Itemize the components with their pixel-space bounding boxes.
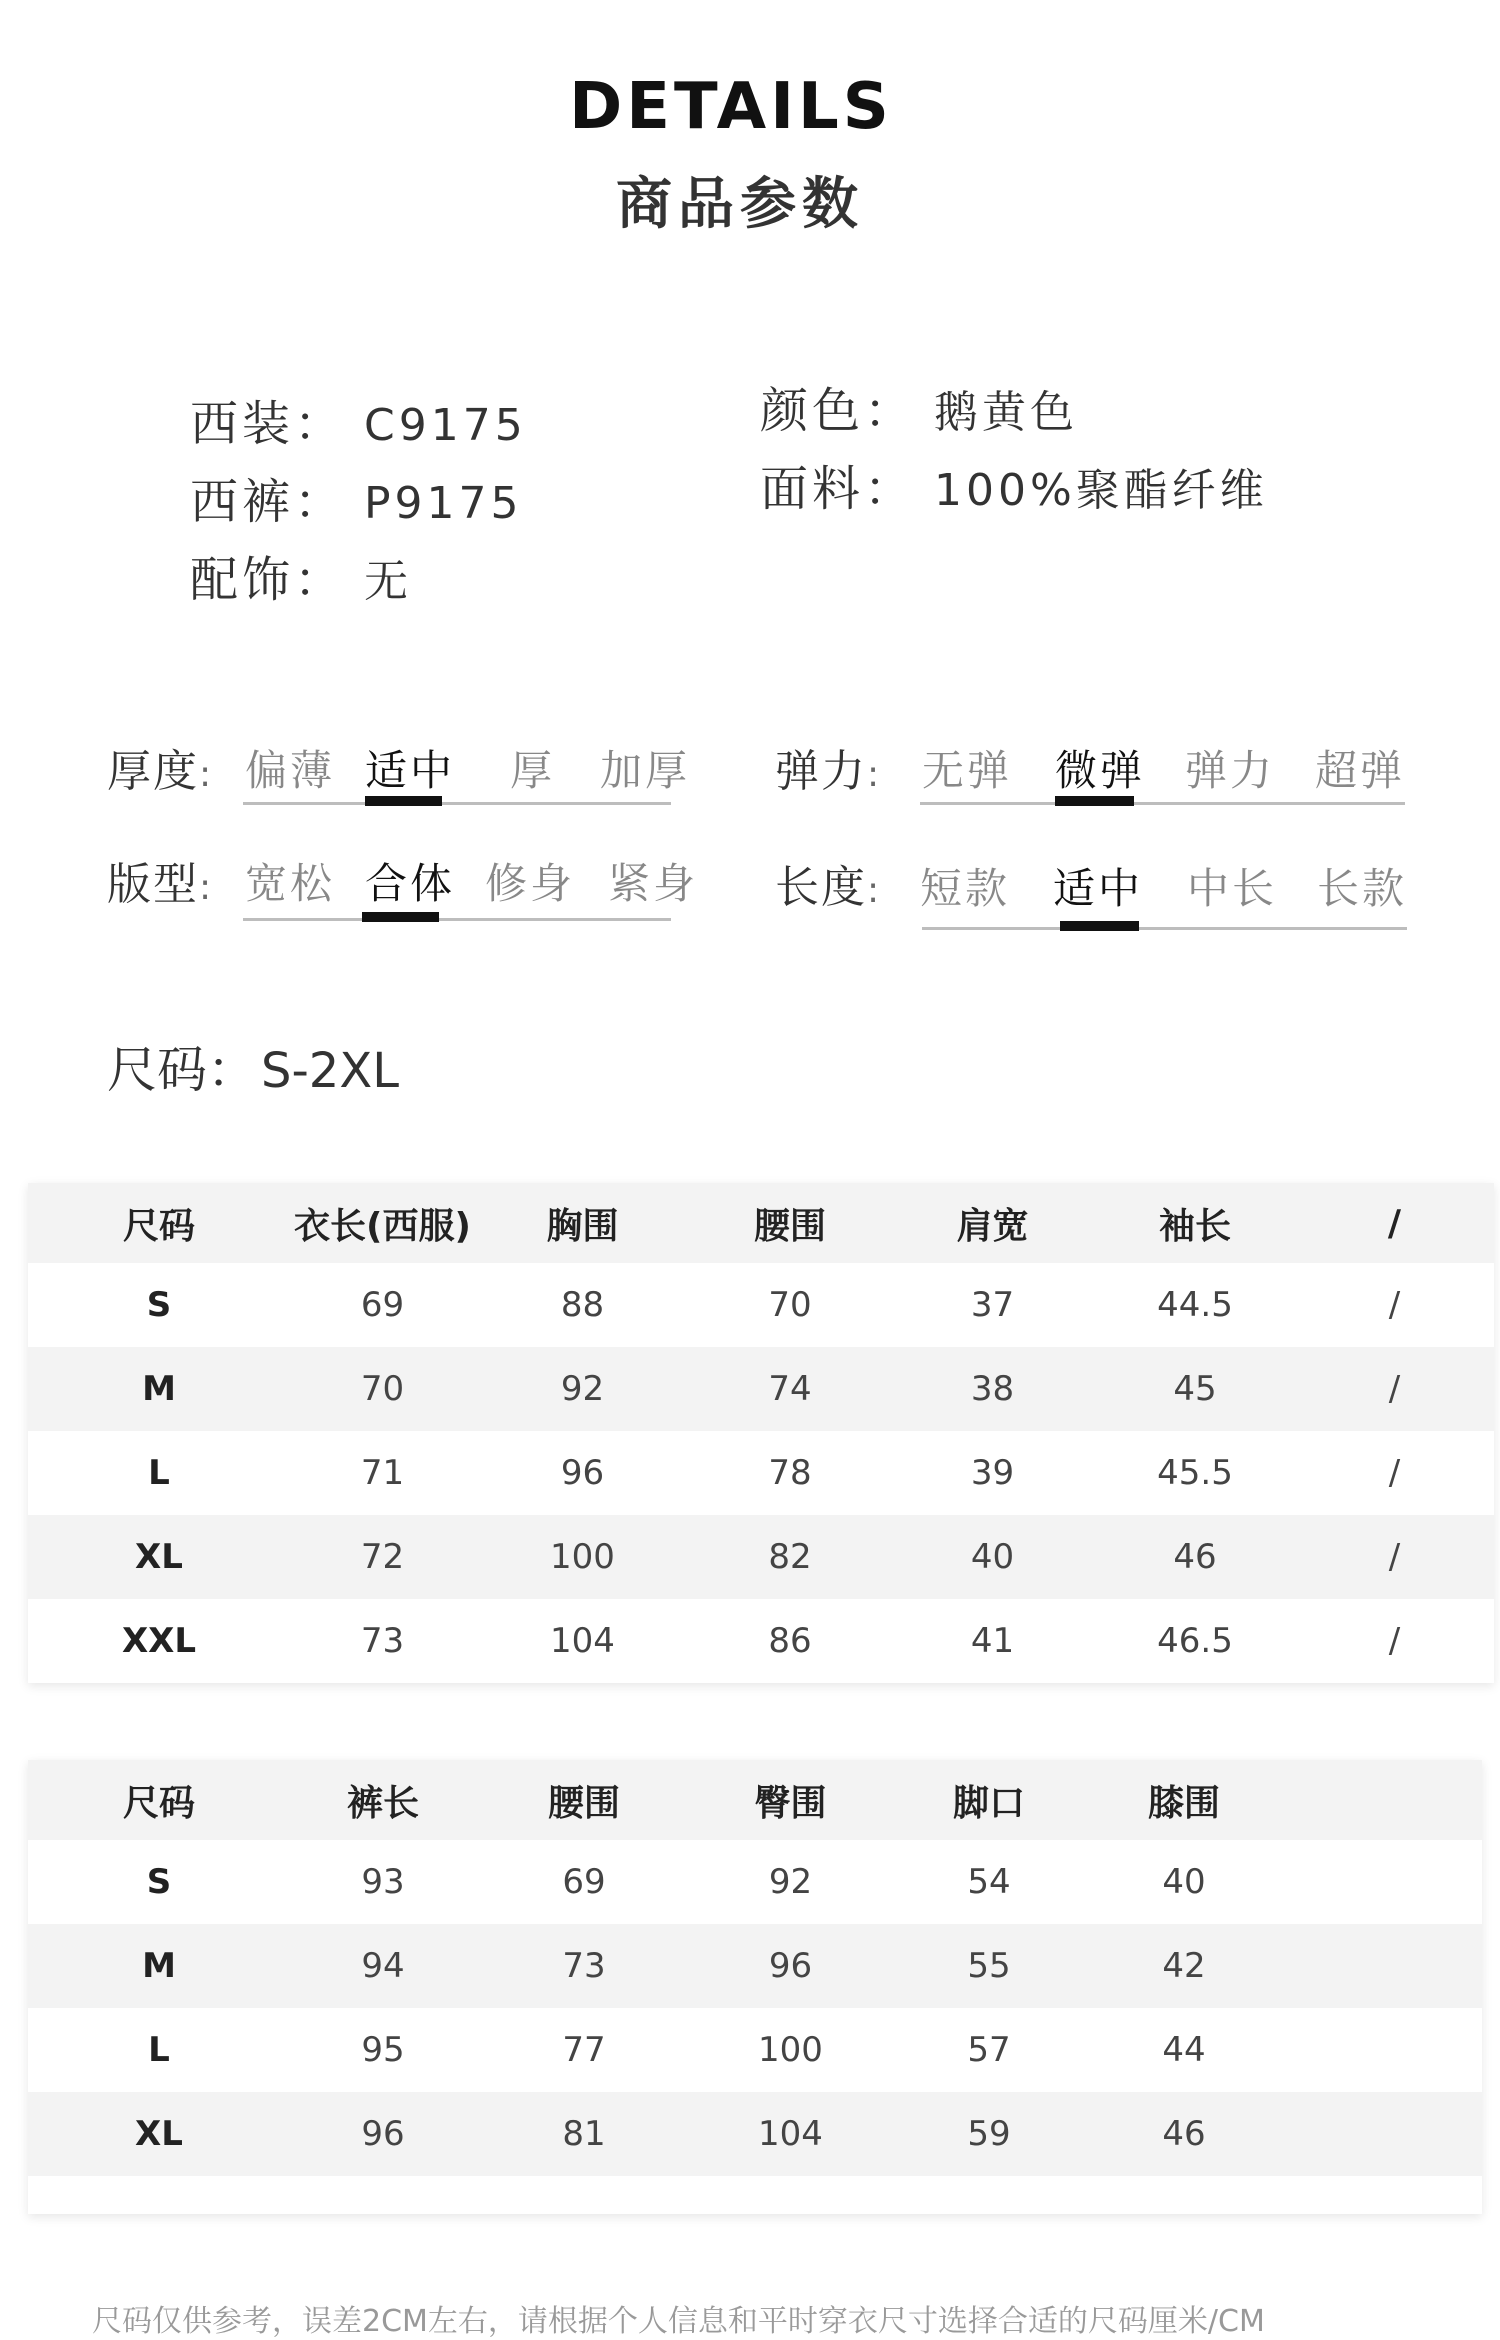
fit-option: 宽松 (245, 859, 336, 908)
table-cell: 74 (690, 1347, 890, 1431)
table-cell: / (1388, 1453, 1401, 1493)
size-footnote: 尺码仅供参考，误差2CM左右，请根据个人信息和平时穿衣尺寸选择合适的尺码厘米/CM (92, 2304, 1265, 2339)
table-cell: 59 (889, 2092, 1089, 2176)
table-cell: 57 (967, 2030, 1011, 2070)
attr-colon: : (199, 754, 214, 795)
attr-thickness-label (107, 735, 213, 799)
table-cell: XL (28, 1515, 290, 1599)
table-cell: 69 (562, 1862, 606, 1902)
table-cell: 88 (560, 1285, 605, 1325)
fit-option-selected: 合体 (365, 859, 456, 908)
spec-fabric (760, 450, 1268, 519)
table-cell: 96 (692, 1924, 889, 2008)
elasticity-option: 无弹 (922, 746, 1013, 795)
table-cell: 96 (290, 2092, 476, 2176)
spec-trousers (190, 463, 523, 532)
length-option-selected: 适中 (1053, 864, 1144, 913)
column-header: 尺码 (28, 1183, 290, 1263)
fit-scale-track (243, 918, 671, 921)
column-header: 肩宽 (890, 1183, 1095, 1263)
table-cell: 41 (970, 1621, 1015, 1661)
table-cell: 70 (768, 1285, 812, 1325)
attr-label-text: 厚度 (107, 746, 199, 797)
table-cell (1279, 2092, 1482, 2176)
table-cell: 77 (562, 2030, 606, 2070)
table-row (28, 1924, 1482, 2008)
table-row (28, 1515, 1494, 1599)
spec-value: 100%聚酯纤维 (934, 465, 1268, 516)
table-cell: 100 (758, 2030, 823, 2070)
pants-size-table (28, 1760, 1482, 2214)
table-cell: 82 (690, 1515, 890, 1599)
table-cell: 92 (475, 1347, 690, 1431)
column-header: 腰围 (690, 1183, 890, 1263)
thickness-selected-marker (365, 796, 442, 806)
table-row (28, 1840, 1482, 1924)
column-header: 胸围 (475, 1183, 690, 1263)
table-row (28, 1263, 1494, 1347)
table-cell: 92 (768, 1862, 813, 1902)
attr-label-text: 弹力 (775, 746, 867, 797)
attr-length-label (775, 851, 881, 915)
table-row (28, 2092, 1482, 2176)
spec-value: 鹅黄色 (934, 387, 1079, 438)
spec-value: C9175 (364, 400, 527, 451)
table-cell: S (146, 1862, 172, 1902)
spec-key: 配饰： (190, 552, 347, 608)
length-option: 中长 (1187, 864, 1278, 913)
table-cell: / (1388, 1285, 1401, 1325)
spec-key: 颜色： (760, 383, 917, 439)
length-scale-track (922, 927, 1407, 930)
attr-colon: : (867, 870, 882, 911)
table-cell: 45.5 (1157, 1453, 1233, 1493)
column-header: 臀围 (692, 1760, 889, 1840)
table-cell: 70 (290, 1347, 475, 1431)
table-cell: 54 (967, 1862, 1011, 1902)
spec-accessory (190, 541, 412, 610)
table-cell: 73 (476, 1924, 692, 2008)
length-selected-marker (1060, 921, 1139, 931)
table-cell: 95 (361, 2030, 405, 2070)
column-header (1279, 1760, 1482, 1840)
title-en: DETAILS (569, 70, 893, 144)
table-cell (1279, 2008, 1482, 2092)
spec-color (760, 372, 1078, 441)
table-cell: 37 (970, 1285, 1015, 1325)
spec-key: 西装： (190, 396, 347, 452)
table-cell: / (1388, 1621, 1401, 1661)
jacket-size-table (28, 1183, 1494, 1683)
table-cell: L (148, 2030, 170, 2070)
thickness-option: 偏薄 (245, 746, 336, 795)
attr-label-text: 版型 (107, 859, 199, 910)
spec-suit (190, 385, 527, 454)
length-option: 短款 (920, 864, 1011, 913)
table-cell: L (148, 1453, 170, 1493)
attr-fit-label (107, 848, 213, 912)
table-cell: 55 (889, 1924, 1089, 2008)
column-header: 膝围 (1089, 1760, 1279, 1840)
table-cell: 44 (1162, 2030, 1206, 2070)
table-cell (1279, 1924, 1482, 2008)
elasticity-option: 弹力 (1185, 746, 1276, 795)
table-cell: 38 (890, 1347, 1095, 1431)
table-cell: 40 (1162, 1862, 1206, 1902)
table-spacer-cell (28, 2176, 1482, 2214)
column-header: 尺码 (28, 1760, 290, 1840)
table-row (28, 1599, 1494, 1683)
attr-colon: : (867, 754, 882, 795)
elasticity-selected-marker (1055, 796, 1134, 806)
attr-label-text: 长度 (775, 862, 867, 913)
table-cell: 73 (360, 1621, 405, 1661)
table-cell: 69 (360, 1285, 405, 1325)
size-range-value: S-2XL (261, 1043, 399, 1099)
table-cell: M (28, 1924, 290, 2008)
thickness-option-selected: 适中 (365, 746, 456, 795)
column-header: 裤长 (290, 1760, 476, 1840)
thickness-option: 加厚 (600, 746, 691, 795)
fit-option: 紧身 (608, 859, 699, 908)
spec-key: 面料： (760, 461, 917, 517)
elasticity-option: 超弹 (1315, 746, 1406, 795)
table-cell: 78 (768, 1453, 812, 1493)
fit-option: 修身 (485, 859, 576, 908)
table-cell: 104 (692, 2092, 889, 2176)
column-header: 袖长 (1095, 1183, 1295, 1263)
table-cell: XL (28, 2092, 290, 2176)
table-cell: M (28, 1347, 290, 1431)
table-cell: 81 (476, 2092, 692, 2176)
column-header: / (1295, 1183, 1494, 1263)
table-cell: 96 (560, 1453, 605, 1493)
table-cell: 40 (890, 1515, 1095, 1599)
spec-value: P9175 (364, 478, 523, 529)
table-cell: 46 (1095, 1515, 1295, 1599)
title-cn: 商品参数 (616, 172, 864, 237)
table-cell: 93 (361, 1862, 405, 1902)
table-cell: 71 (360, 1453, 405, 1493)
table-cell: XXL (121, 1621, 197, 1661)
column-header: 脚口 (889, 1760, 1089, 1840)
table-header-row (28, 1760, 1482, 1840)
elasticity-option-selected: 微弹 (1055, 746, 1146, 795)
elasticity-scale-track (920, 802, 1405, 805)
table-cell: / (1295, 1515, 1494, 1599)
attr-elasticity-label (775, 735, 881, 799)
table-row (28, 1347, 1494, 1431)
table-cell: / (1295, 1347, 1494, 1431)
column-header: 腰围 (476, 1760, 692, 1840)
size-range (107, 1030, 399, 1102)
table-header-row (28, 1183, 1494, 1263)
fit-selected-marker (362, 912, 439, 922)
table-cell: 72 (290, 1515, 475, 1599)
size-range-label: 尺码： (107, 1041, 257, 1099)
table-row (28, 1431, 1494, 1515)
table-row (28, 2008, 1482, 2092)
table-cell: 86 (768, 1621, 812, 1661)
table-cell: 46.5 (1157, 1621, 1233, 1661)
table-cell: S (146, 1285, 172, 1325)
table-cell: 42 (1089, 1924, 1279, 2008)
table-cell: 104 (550, 1621, 615, 1661)
table-cell: 94 (290, 1924, 476, 2008)
table-cell: 46 (1089, 2092, 1279, 2176)
table-row-spacer (28, 2176, 1482, 2214)
table-cell (1279, 1840, 1482, 1924)
spec-key: 西裤： (190, 474, 347, 530)
thickness-scale-track (243, 802, 671, 805)
attr-colon: : (199, 867, 214, 908)
table-cell: 100 (475, 1515, 690, 1599)
table-cell: 44.5 (1157, 1285, 1233, 1325)
spec-value: 无 (364, 556, 413, 607)
table-cell: 39 (970, 1453, 1015, 1493)
length-option: 长款 (1317, 864, 1408, 913)
table-cell: 45 (1095, 1347, 1295, 1431)
thickness-option: 厚 (510, 746, 556, 795)
column-header: 衣长(西服) (290, 1183, 475, 1263)
